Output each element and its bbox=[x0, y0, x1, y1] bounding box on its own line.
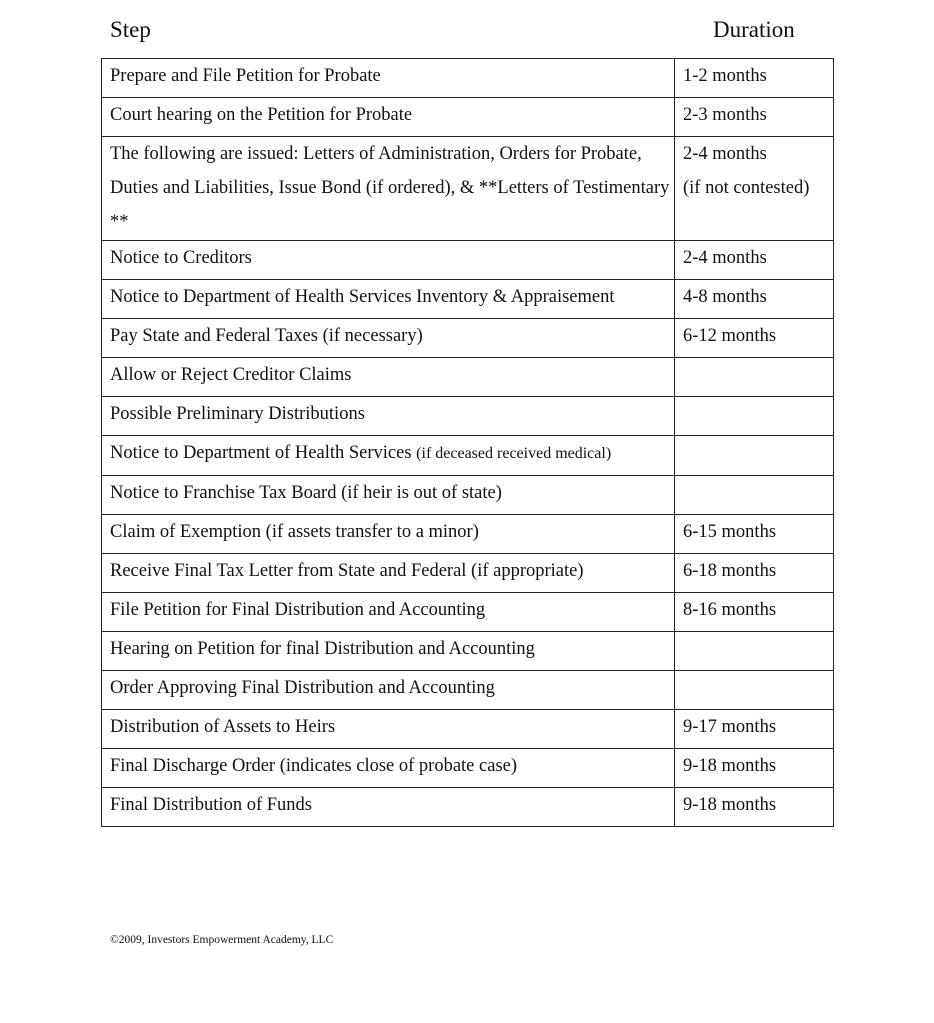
step-cell: Receive Final Tax Letter from State and Federal (if appropriate) bbox=[102, 554, 675, 593]
step-note: (if deceased received medical) bbox=[416, 445, 612, 462]
duration-cell bbox=[675, 358, 834, 397]
table-row bbox=[102, 788, 834, 827]
table-row bbox=[102, 710, 834, 749]
step-cell: File Petition for Final Distribution and Accounting bbox=[102, 593, 675, 632]
duration-cell: 9-18 months bbox=[675, 749, 834, 788]
duration-cell: 2-4 months bbox=[675, 241, 834, 280]
duration-cell: 2-3 months bbox=[675, 98, 834, 137]
duration-note: (if not contested) bbox=[683, 178, 810, 198]
step-cell: Notice to Creditors bbox=[102, 241, 675, 280]
step-cell: Claim of Exemption (if assets transfer to a minor) bbox=[102, 515, 675, 554]
step-cell: Possible Preliminary Distributions bbox=[102, 397, 675, 436]
table-row bbox=[102, 397, 834, 436]
step-cell: The following are issued: Letters of Administration, Orders for Probate, Duties and Liabilities, Issue Bond (if ordered), & **Letters of Testimentary ** bbox=[102, 137, 675, 241]
duration-cell bbox=[675, 476, 834, 515]
table-row bbox=[102, 515, 834, 554]
table-row bbox=[102, 98, 834, 137]
table-row bbox=[102, 59, 834, 98]
table-row bbox=[102, 554, 834, 593]
duration-cell: 1-2 months bbox=[675, 59, 834, 98]
table-row bbox=[102, 671, 834, 710]
table-row bbox=[102, 632, 834, 671]
step-cell: Allow or Reject Creditor Claims bbox=[102, 358, 675, 397]
step-cell: Final Discharge Order (indicates close of probate case) bbox=[102, 749, 675, 788]
step-cell: Prepare and File Petition for Probate bbox=[102, 59, 675, 98]
duration-cell bbox=[675, 137, 834, 241]
table-row bbox=[102, 319, 834, 358]
duration-cell bbox=[675, 671, 834, 710]
duration-cell: 8-16 months bbox=[675, 593, 834, 632]
step-cell: Distribution of Assets to Heirs bbox=[102, 710, 675, 749]
step-cell: Notice to Franchise Tax Board (if heir is out of state) bbox=[102, 476, 675, 515]
step-cell: Notice to Department of Health Services Inventory & Appraisement bbox=[102, 280, 675, 319]
duration-cell: 6-12 months bbox=[675, 319, 834, 358]
table-row bbox=[102, 280, 834, 319]
duration-cell: 4-8 months bbox=[675, 280, 834, 319]
table-row bbox=[102, 436, 834, 476]
column-header-duration: Duration bbox=[713, 17, 795, 42]
table-row bbox=[102, 358, 834, 397]
step-cell: Final Distribution of Funds bbox=[102, 788, 675, 827]
table-row bbox=[102, 137, 834, 241]
step-cell: Hearing on Petition for final Distribution and Accounting bbox=[102, 632, 675, 671]
duration-cell bbox=[675, 397, 834, 436]
table-row bbox=[102, 241, 834, 280]
copyright-footer: ©2009, Investors Empowerment Academy, LLC bbox=[110, 934, 334, 946]
duration-cell: 6-15 months bbox=[675, 515, 834, 554]
duration-cell bbox=[675, 436, 834, 476]
table-row bbox=[102, 476, 834, 515]
duration-cell: 9-18 months bbox=[675, 788, 834, 827]
table-row bbox=[102, 593, 834, 632]
probate-steps-table bbox=[101, 58, 834, 827]
column-header-step: Step bbox=[110, 17, 151, 42]
duration-cell: 9-17 months bbox=[675, 710, 834, 749]
step-cell bbox=[102, 436, 675, 476]
duration-cell bbox=[675, 632, 834, 671]
step-cell: Pay State and Federal Taxes (if necessary) bbox=[102, 319, 675, 358]
table-row bbox=[102, 749, 834, 788]
step-cell: Order Approving Final Distribution and Accounting bbox=[102, 671, 675, 710]
step-text: Notice to Department of Health Services bbox=[110, 443, 412, 463]
duration-cell: 6-18 months bbox=[675, 554, 834, 593]
step-cell: Court hearing on the Petition for Probate bbox=[102, 98, 675, 137]
duration-value: 2-4 months bbox=[683, 144, 767, 164]
